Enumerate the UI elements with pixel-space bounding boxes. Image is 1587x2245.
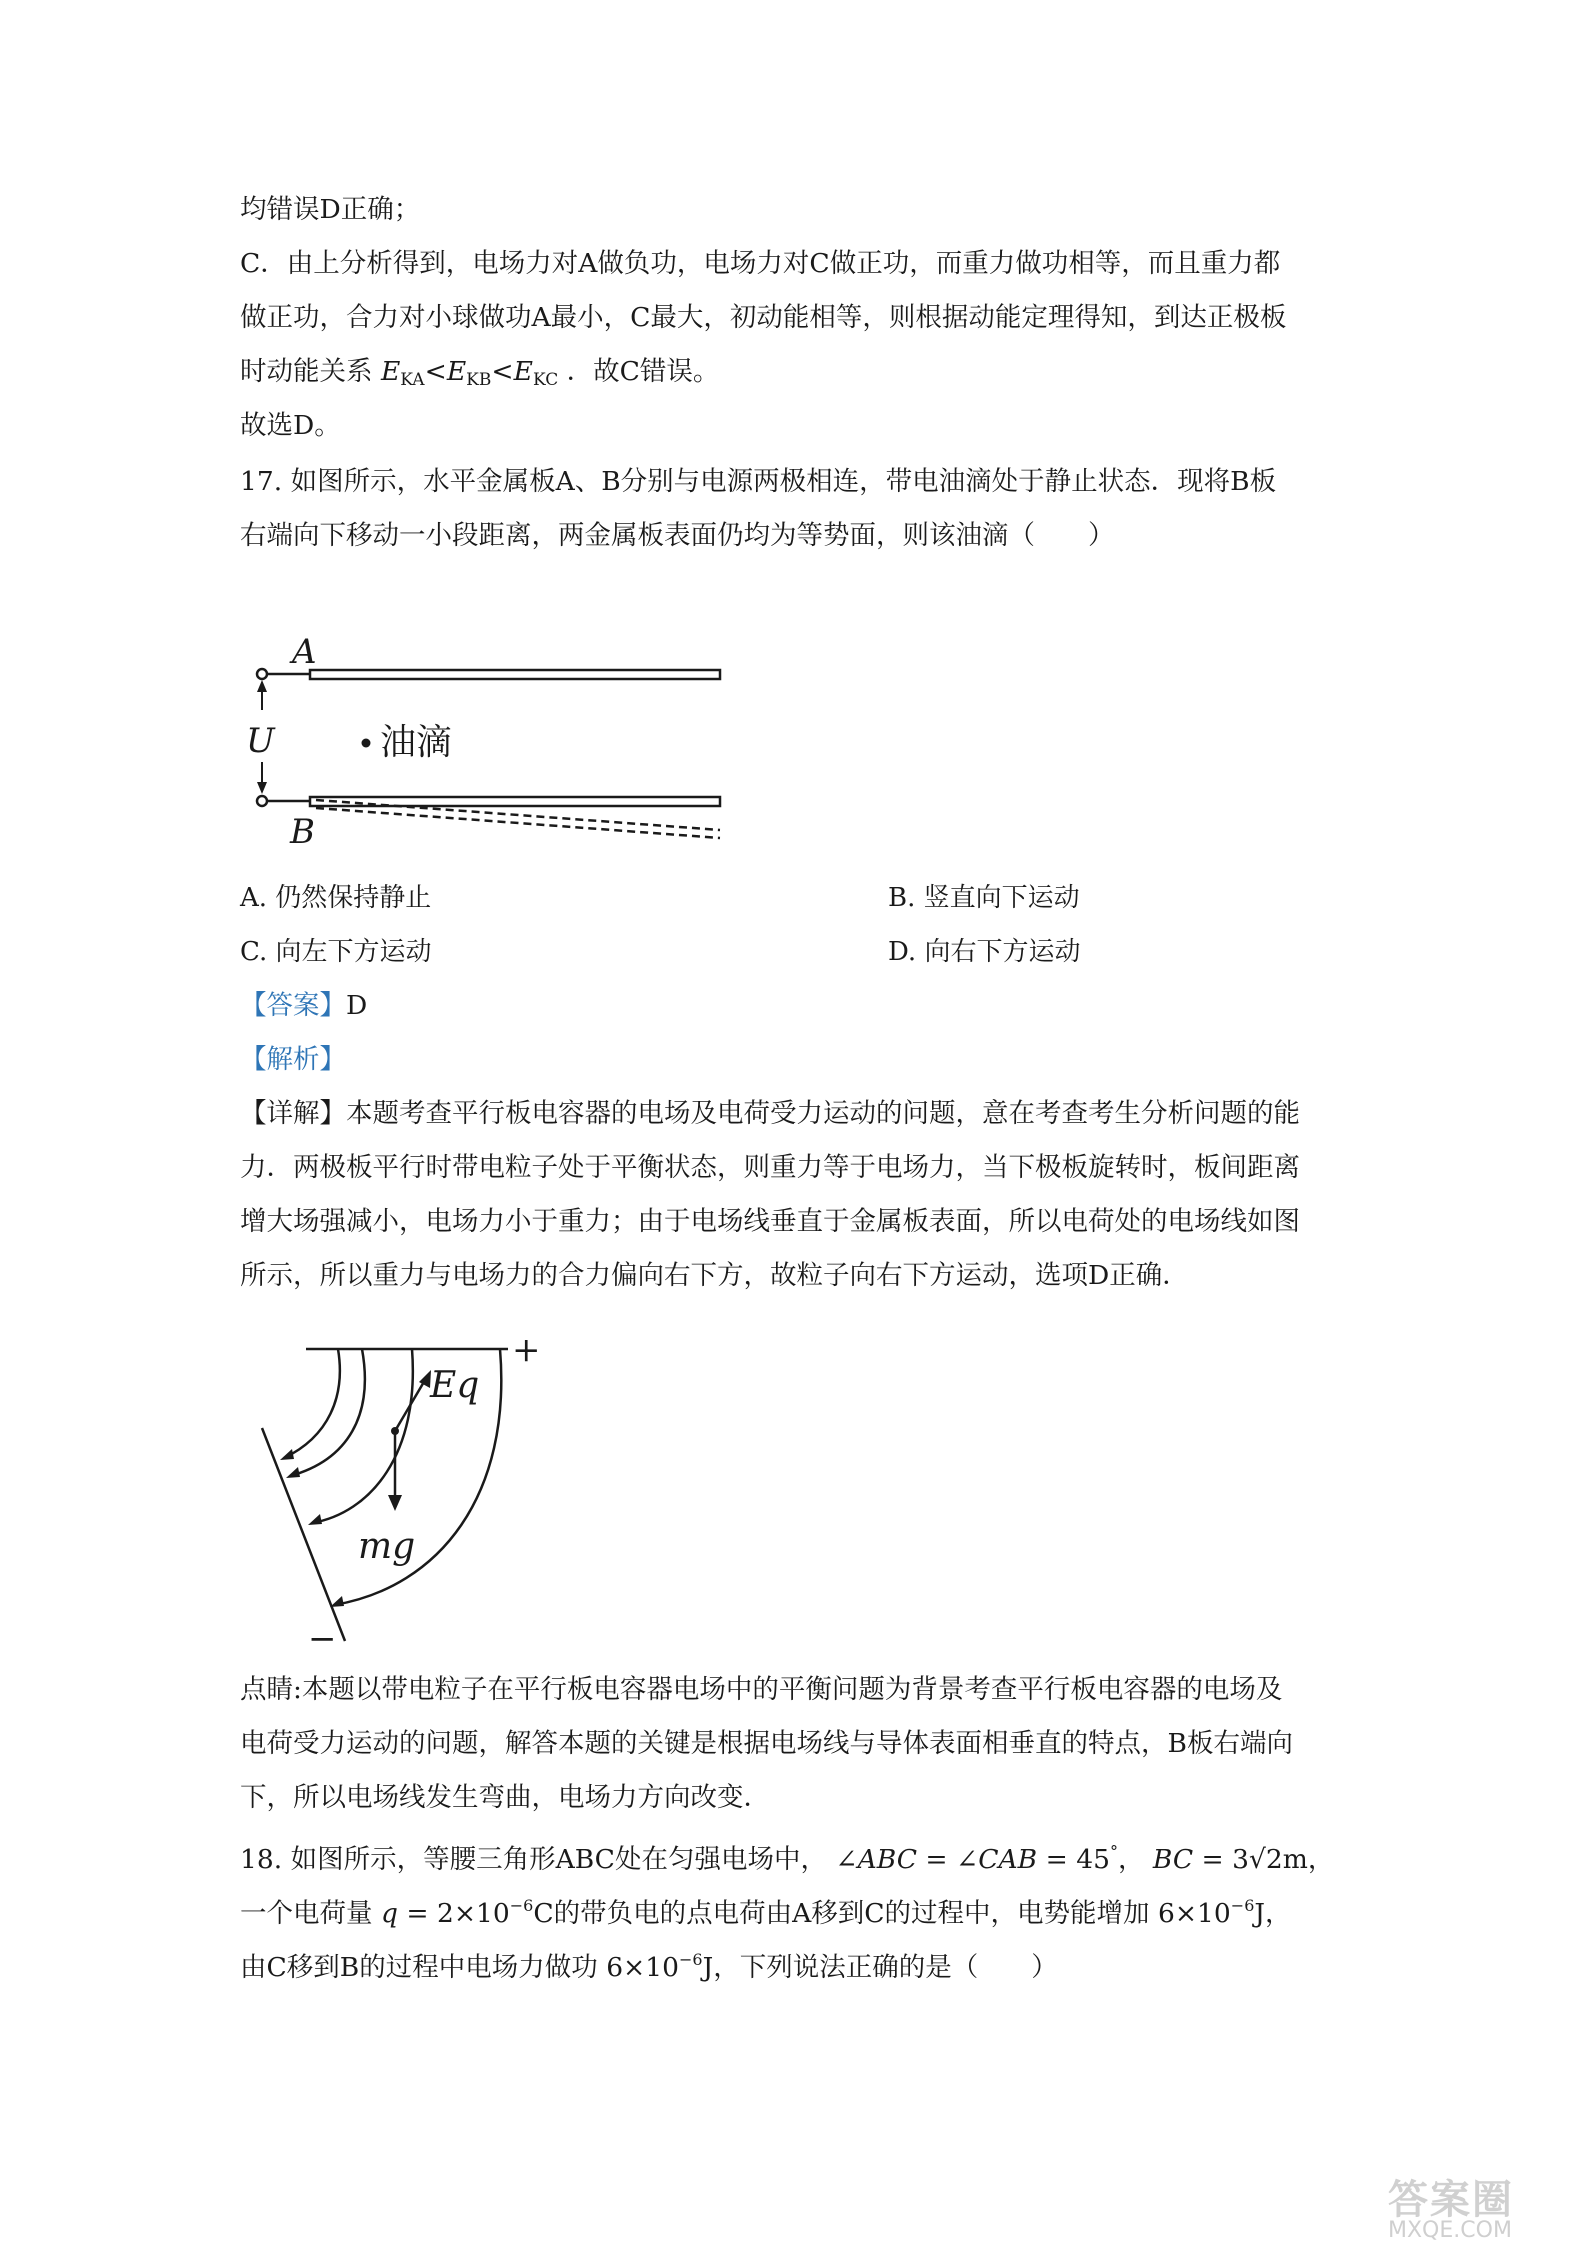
- text-line: 增大场强减小，电场力小于重力；由于电场线垂直于金属板表面，所以电荷处的电场线如图: [240, 1206, 1300, 1237]
- tip-line: 点睛:本题以带电粒子在平行板电容器电场中的平衡问题为背景考查平行板电容器的电场及: [240, 1674, 1283, 1705]
- watermark-logo: [1388, 2177, 1578, 2243]
- tip-line: 下，所以电场线发生弯曲，电场力方向改变．: [240, 1782, 770, 1813]
- option-c[interactable]: C. 向左下方运动: [240, 937, 432, 967]
- text-line: C．由上分析得到，电场力对A做负功，电场力对C做正功，而重力做功相等，而且重力都: [240, 248, 1281, 279]
- arrowhead-icon: [280, 1449, 294, 1460]
- text-fragment: 的带负电的点电荷由A移到C的过程中，电势能增加: [553, 1898, 1150, 1929]
- analysis-line: [240, 1040, 346, 1080]
- plate-a: [310, 670, 720, 679]
- text-line: 所示，所以重力与电场力的合力偏向右下方，故粒子向右下方运动，选项D正确．: [240, 1260, 1189, 1291]
- text-line: 做正功，合力对小球做功A最小，C最大，初动能相等，则根据动能定理得知，到达正极板: [240, 302, 1287, 333]
- terminal-b: [257, 796, 267, 806]
- answer-label: 【答案】: [240, 990, 346, 1021]
- field-line: [284, 1349, 340, 1458]
- question-17-line2: 右端向下移动一小段距离，两金属板表面仍均为等势面，则该油滴（ ）: [240, 520, 1115, 551]
- label-plus: +: [512, 1330, 541, 1370]
- watermark-bottom: MXQE.COM: [1388, 2218, 1512, 2243]
- dashed-plate-bottom: [316, 808, 720, 838]
- arrowhead-icon: [286, 1467, 300, 1478]
- arrowhead-icon: [257, 782, 267, 794]
- text-fragment: ．故C错误。: [566, 356, 720, 387]
- detail-label: 【详解】: [240, 1098, 346, 1129]
- text-fragment: 由C移到B的过程中电场力做功: [240, 1952, 598, 1983]
- terminal-a: [257, 669, 267, 679]
- arrowhead-icon: [388, 1495, 402, 1511]
- detail-text: 本题考查平行板电容器的电场及电荷受力运动的问题，意在考查考生分析问题的能: [346, 1098, 1300, 1129]
- label-plate-b: B: [290, 812, 315, 850]
- charge-value: $q = 2\times 10^{-6}C$: [380, 1896, 554, 1929]
- text-line-energy: [240, 352, 719, 400]
- capacitor-figure: [230, 620, 750, 850]
- option-b[interactable]: B. 竖直向下运动: [888, 883, 1080, 913]
- answer-value: D: [346, 990, 368, 1021]
- oil-drop: [362, 739, 371, 748]
- arrowhead-icon: [330, 1596, 344, 1607]
- slanted-plate: [262, 1428, 345, 1641]
- text-fragment: 一个电荷量: [240, 1898, 373, 1929]
- ek-relation: $E_{KA}<E_{KB}<E_{KC}$: [380, 356, 559, 390]
- text-fragment: 时动能关系: [240, 356, 373, 387]
- option-d[interactable]: D. 向右下方运动: [888, 937, 1081, 967]
- work-value: $6\times 10^{-6}J$: [606, 1950, 714, 1983]
- field-lines-figure: [250, 1325, 560, 1655]
- label-mg: mg: [358, 1526, 416, 1567]
- bc-length: BC = 3√2m: [1152, 1844, 1308, 1875]
- field-line: [290, 1349, 365, 1476]
- question-17-line1: 17. 如图所示，水平金属板A、B分别与电源两极相连，带电油滴处于静止状态．现将B板: [240, 466, 1277, 497]
- energy-value: $6\times 10^{-6}J$: [1157, 1896, 1265, 1929]
- text-line: 均错误D正确；: [240, 194, 421, 225]
- answer-line: [240, 986, 367, 1026]
- question-18-line1: 18. 如图所示，等腰三角形ABC处在匀强电场中， ∠ABC = ∠CAB = 45°， BC = 3√2m，: [240, 1842, 1335, 1875]
- question-18-line3: [240, 1940, 1058, 1988]
- label-oil-drop: 油滴: [380, 722, 453, 763]
- analysis-label: 【解析】: [240, 1044, 346, 1075]
- label-eq: Eq: [430, 1365, 480, 1406]
- text-line: 力．两极板平行时带电粒子处于平衡状态，则重力等于电场力，当下极板旋转时，板间距离: [240, 1152, 1300, 1183]
- option-a[interactable]: A. 仍然保持静止: [240, 883, 432, 913]
- question-18-line2: 一个电荷量 $q = 2\times 10^{-6}C$的带负电的点电荷由A移到C的过程中，电势能增加 $6\times 10^{-6}J$，: [240, 1896, 1292, 1929]
- text-line: 故选D。: [240, 410, 341, 441]
- tip-line: 电荷受力运动的问题，解答本题的关键是根据电场线与导体表面相垂直的特点，B板右端向: [240, 1728, 1293, 1759]
- dashed-plate-top: [316, 800, 720, 830]
- text-fragment: ，下列说法正确的是（ ）: [713, 1952, 1058, 1983]
- arrowhead-icon: [257, 680, 267, 692]
- angle-equation: ∠ABC = ∠CAB = 45°: [835, 1842, 1118, 1875]
- watermark-top: 答案圈: [1388, 2177, 1514, 2223]
- arrowhead-icon: [308, 1514, 322, 1525]
- label-minus: −: [308, 1619, 337, 1655]
- label-plate-a: A: [292, 632, 317, 672]
- text-fragment: 18. 如图所示，等腰三角形ABC处在匀强电场中，: [240, 1844, 827, 1875]
- label-voltage: U: [246, 721, 275, 761]
- detail-line: [240, 1094, 1300, 1134]
